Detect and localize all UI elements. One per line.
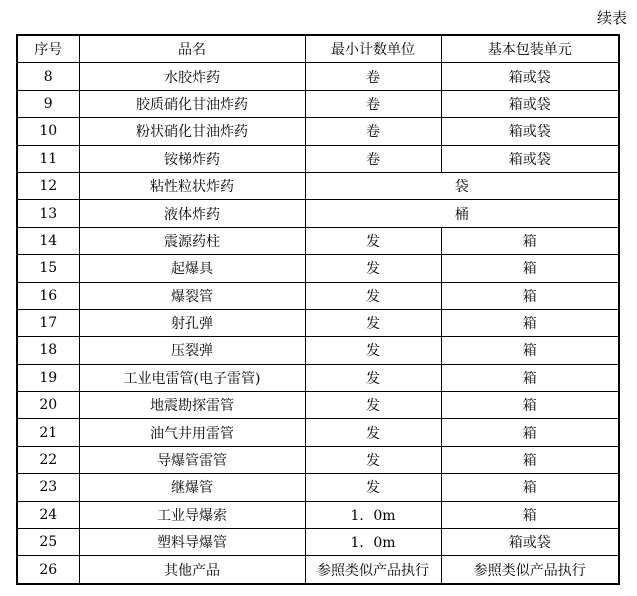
cell-packaging-unit: 箱 xyxy=(441,364,619,391)
table-row xyxy=(17,364,619,391)
header-row xyxy=(17,35,619,63)
cell-serial-number: 15 xyxy=(17,255,79,282)
cell-packaging-unit: 箱 xyxy=(441,255,619,282)
cell-min-count-unit: 发 xyxy=(305,255,441,282)
cell-min-count-unit: 发 xyxy=(305,474,441,501)
table-body xyxy=(17,63,619,584)
cell-product-name: 液体炸药 xyxy=(79,200,305,227)
cell-serial-number: 18 xyxy=(17,337,79,364)
cell-product-name: 粘性粒状炸药 xyxy=(79,172,305,199)
table-row xyxy=(17,118,619,145)
cell-serial-number: 8 xyxy=(17,63,79,90)
table-row xyxy=(17,227,619,254)
cell-min-count-unit: 发 xyxy=(305,364,441,391)
cell-product-name: 油气井用雷管 xyxy=(79,419,305,446)
table-continued-caption: 续表 xyxy=(596,9,627,27)
cell-packaging-unit: 参照类似产品执行 xyxy=(441,556,619,584)
cell-min-count-unit: 发 xyxy=(305,227,441,254)
packaging-units-table xyxy=(16,34,620,585)
cell-product-name: 粉状硝化甘油炸药 xyxy=(79,118,305,145)
cell-packaging-unit: 箱或袋 xyxy=(441,63,619,90)
cell-min-count-unit: 1．0m xyxy=(305,529,441,556)
cell-product-name: 震源药柱 xyxy=(79,227,305,254)
table-row xyxy=(17,282,619,309)
table-row xyxy=(17,419,619,446)
table-row xyxy=(17,392,619,419)
header-serial-number: 序号 xyxy=(17,35,79,63)
table-header xyxy=(17,35,619,63)
cell-product-name: 铵梯炸药 xyxy=(79,145,305,172)
cell-serial-number: 23 xyxy=(17,474,79,501)
table-row xyxy=(17,90,619,117)
cell-serial-number: 26 xyxy=(17,556,79,584)
cell-product-name: 射孔弹 xyxy=(79,309,305,336)
table-row xyxy=(17,337,619,364)
table-row xyxy=(17,556,619,584)
cell-serial-number: 13 xyxy=(17,200,79,227)
cell-serial-number: 20 xyxy=(17,392,79,419)
cell-min-count-unit: 卷 xyxy=(305,145,441,172)
cell-merged-unit: 袋 xyxy=(305,172,619,199)
cell-serial-number: 11 xyxy=(17,145,79,172)
table-row xyxy=(17,145,619,172)
table-row xyxy=(17,529,619,556)
cell-min-count-unit: 发 xyxy=(305,419,441,446)
cell-product-name: 水胶炸药 xyxy=(79,63,305,90)
cell-min-count-unit: 发 xyxy=(305,282,441,309)
table-row xyxy=(17,200,619,227)
table-row xyxy=(17,63,619,90)
cell-min-count-unit: 卷 xyxy=(305,90,441,117)
cell-serial-number: 10 xyxy=(17,118,79,145)
header-product-name: 品名 xyxy=(79,35,305,63)
header-min-count-unit: 最小计数单位 xyxy=(305,35,441,63)
cell-product-name: 爆裂管 xyxy=(79,282,305,309)
cell-merged-unit: 桶 xyxy=(305,200,619,227)
cell-packaging-unit: 箱 xyxy=(441,474,619,501)
cell-packaging-unit: 箱或袋 xyxy=(441,90,619,117)
cell-min-count-unit: 发 xyxy=(305,337,441,364)
cell-product-name: 塑料导爆管 xyxy=(79,529,305,556)
cell-product-name: 导爆管雷管 xyxy=(79,446,305,473)
table-row xyxy=(17,255,619,282)
cell-serial-number: 25 xyxy=(17,529,79,556)
cell-product-name: 继爆管 xyxy=(79,474,305,501)
cell-serial-number: 12 xyxy=(17,172,79,199)
table-row xyxy=(17,474,619,501)
header-basic-packaging-unit: 基本包装单元 xyxy=(441,35,619,63)
cell-serial-number: 24 xyxy=(17,501,79,528)
cell-packaging-unit: 箱 xyxy=(441,227,619,254)
cell-product-name: 压裂弹 xyxy=(79,337,305,364)
cell-packaging-unit: 箱 xyxy=(441,392,619,419)
cell-product-name: 胶质硝化甘油炸药 xyxy=(79,90,305,117)
cell-serial-number: 9 xyxy=(17,90,79,117)
cell-min-count-unit: 卷 xyxy=(305,118,441,145)
cell-min-count-unit: 1．0m xyxy=(305,501,441,528)
cell-serial-number: 14 xyxy=(17,227,79,254)
cell-min-count-unit: 发 xyxy=(305,446,441,473)
cell-packaging-unit: 箱 xyxy=(441,282,619,309)
cell-packaging-unit: 箱 xyxy=(441,309,619,336)
cell-min-count-unit: 发 xyxy=(305,392,441,419)
cell-min-count-unit: 参照类似产品执行 xyxy=(305,556,441,584)
table-row xyxy=(17,172,619,199)
cell-serial-number: 19 xyxy=(17,364,79,391)
cell-packaging-unit: 箱 xyxy=(441,446,619,473)
cell-packaging-unit: 箱或袋 xyxy=(441,529,619,556)
table-row xyxy=(17,309,619,336)
cell-packaging-unit: 箱 xyxy=(441,501,619,528)
cell-product-name: 地震勘探雷管 xyxy=(79,392,305,419)
table-row xyxy=(17,501,619,528)
table-row xyxy=(17,446,619,473)
cell-min-count-unit: 发 xyxy=(305,309,441,336)
cell-serial-number: 16 xyxy=(17,282,79,309)
cell-packaging-unit: 箱或袋 xyxy=(441,145,619,172)
cell-packaging-unit: 箱 xyxy=(441,419,619,446)
cell-product-name: 起爆具 xyxy=(79,255,305,282)
cell-packaging-unit: 箱或袋 xyxy=(441,118,619,145)
cell-product-name: 其他产品 xyxy=(79,556,305,584)
cell-serial-number: 22 xyxy=(17,446,79,473)
cell-min-count-unit: 卷 xyxy=(305,63,441,90)
cell-packaging-unit: 箱 xyxy=(441,337,619,364)
cell-product-name: 工业电雷管(电子雷管) xyxy=(79,364,305,391)
cell-product-name: 工业导爆索 xyxy=(79,501,305,528)
cell-serial-number: 17 xyxy=(17,309,79,336)
cell-serial-number: 21 xyxy=(17,419,79,446)
